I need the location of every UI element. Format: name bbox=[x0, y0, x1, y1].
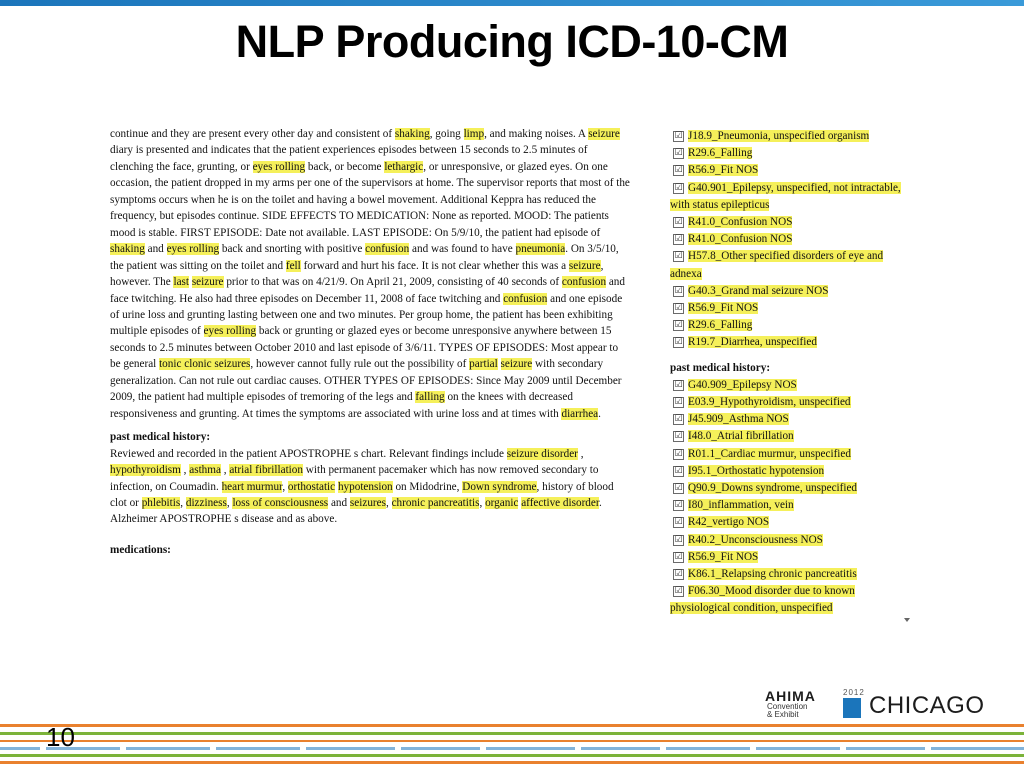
clinical-note-body bbox=[110, 126, 630, 422]
note-text: and face twitching. He also had three episodes on December 11, 2008 of face twitching and bbox=[110, 276, 625, 305]
code-item[interactable] bbox=[670, 514, 902, 531]
checkbox-icon[interactable]: ☑ bbox=[674, 337, 683, 348]
code-label: R41.0_Confusion NOS bbox=[688, 216, 793, 229]
checkbox-icon[interactable]: ☑ bbox=[674, 396, 683, 407]
note-text: with permanent pacemaker which has now removed secondary to infection, on Coumadin. bbox=[110, 464, 599, 493]
logo-sub1: Convention bbox=[767, 702, 808, 711]
logo-sub2: & Exhibit bbox=[767, 710, 799, 719]
note-text: , bbox=[385, 496, 392, 509]
code-label: R01.1_Cardiac murmur, unspecified bbox=[688, 447, 851, 460]
note-text: prior to that was on 4/21/9. On April 21, 2009, consisting of 40 seconds of bbox=[223, 276, 562, 289]
checkbox-icon[interactable]: ☑ bbox=[674, 465, 683, 476]
note-text: , bbox=[220, 464, 230, 477]
note-text: , history of blood clot or bbox=[110, 480, 614, 509]
icd-code-list-panel bbox=[670, 128, 902, 618]
note-text: , bbox=[180, 464, 190, 477]
code-item[interactable] bbox=[670, 162, 902, 179]
note-text: forward and hurt his face. It is not clear whether this was a bbox=[300, 259, 569, 272]
slide-title: NLP Producing ICD-10-CM bbox=[235, 16, 789, 67]
code-item[interactable] bbox=[670, 214, 902, 231]
highlighted-term: fell bbox=[285, 259, 301, 272]
checkbox-icon[interactable]: ☑ bbox=[674, 165, 683, 176]
note-text: back, or become bbox=[305, 160, 385, 173]
code-label: R29.6_Falling bbox=[688, 319, 753, 332]
highlighted-term: chronic pancreatitis bbox=[391, 496, 480, 509]
code-label: R56.9_Fit NOS bbox=[688, 164, 759, 177]
checkbox-icon[interactable]: ☑ bbox=[674, 285, 683, 296]
note-text: . Alzheimer APOSTROPHE s disease and as above. bbox=[110, 496, 602, 526]
highlighted-term: hypothyroidism bbox=[110, 464, 181, 477]
checkbox-icon[interactable]: ☑ bbox=[674, 216, 683, 227]
code-label: H57.8_Other specified disorders of eye and adnexa bbox=[670, 250, 884, 280]
code-item[interactable] bbox=[670, 283, 902, 300]
note-text: , however. The bbox=[110, 259, 604, 289]
note-text: and was found to have bbox=[409, 243, 516, 256]
checkbox-icon[interactable]: ☑ bbox=[674, 251, 683, 262]
chicago-star-icon bbox=[843, 698, 861, 718]
code-label: R19.7_Diarrhea, unspecified bbox=[688, 336, 817, 349]
note-text: , and making noises. A bbox=[484, 128, 589, 140]
highlighted-term: eyes rolling bbox=[166, 243, 220, 256]
logo-subtitle bbox=[767, 703, 807, 719]
code-label: G40.901_Epilepsy, unspecified, not intractable, with status epilepticus bbox=[670, 181, 901, 211]
code-list-pmh bbox=[670, 377, 902, 618]
checkbox-icon[interactable]: ☑ bbox=[674, 431, 683, 442]
highlighted-term: last bbox=[173, 276, 190, 289]
checkbox-icon[interactable]: ☑ bbox=[674, 500, 683, 511]
logo-city: CHICAGO bbox=[869, 692, 985, 719]
code-label: R42_vertigo NOS bbox=[688, 516, 770, 529]
checkbox-icon[interactable]: ☑ bbox=[674, 130, 683, 141]
note-text: and one episode of urine loss and grunting lasting between one and two minutes. Per group home, the patient has been exhibiting multiple episodes of bbox=[110, 292, 623, 338]
code-item[interactable] bbox=[670, 248, 902, 282]
code-label: R41.0_Confusion NOS bbox=[688, 233, 793, 246]
highlighted-term: asthma bbox=[189, 464, 221, 477]
note-text: back or grunting or glazed eyes or become unresponsive anywhere between 15 seconds to 2.5 minutes between October 2010 and last episode of 3/6/11. TYPES OF EPISODES: Most appear to be general bbox=[110, 325, 619, 371]
checkbox-icon[interactable]: ☑ bbox=[674, 534, 683, 545]
code-item[interactable] bbox=[670, 317, 902, 334]
note-text: , however cannot fully rule out the possibility of bbox=[250, 358, 470, 371]
code-label: G40.909_Epilepsy NOS bbox=[688, 378, 797, 391]
code-item[interactable] bbox=[670, 583, 902, 617]
clinical-note-panel bbox=[110, 126, 630, 558]
highlighted-term: confusion bbox=[503, 292, 548, 305]
medications-heading: medications: bbox=[110, 543, 171, 556]
checkbox-icon[interactable]: ☑ bbox=[674, 414, 683, 425]
note-text: , bbox=[282, 480, 288, 493]
highlighted-term: seizure bbox=[500, 358, 533, 371]
code-label: I80_inflammation, vein bbox=[688, 499, 794, 512]
logo-org: AHIMA bbox=[765, 688, 816, 704]
checkbox-icon[interactable]: ☑ bbox=[674, 379, 683, 390]
note-text: , or unresponsive, or glazed eyes. On one occasion, the patient dropped in my arms per one of the supervisors at home. The supervisor reports that most of the symptoms occurs when he is on the toilet and having a bowel movement. Additional Keppra has reduced the frequency, but episodes continue. SIDE EFFECTS TO MEDICATION: None as reported. MOOD: The patients mood is stable. FIRST EPISODE: Date not available. LAST EPISODE: On 5/9/10, the patient had episode of bbox=[110, 160, 630, 239]
code-label: J18.9_Pneumonia, unspecified organism bbox=[688, 130, 870, 142]
checkbox-icon[interactable]: ☑ bbox=[674, 482, 683, 493]
code-label: R29.6_Falling bbox=[688, 147, 753, 160]
highlighted-term: partial bbox=[469, 358, 498, 371]
code-item[interactable] bbox=[670, 446, 902, 463]
code-item[interactable] bbox=[670, 394, 902, 411]
highlighted-term: seizures bbox=[349, 496, 386, 509]
highlighted-term: eyes rolling bbox=[252, 160, 306, 173]
codes-pmh-heading: past medical history: bbox=[670, 361, 771, 374]
code-item[interactable] bbox=[670, 145, 902, 162]
note-text: continue and they are present every other day and consistent of bbox=[110, 128, 395, 140]
code-item[interactable] bbox=[670, 532, 902, 549]
note-text: . bbox=[598, 407, 601, 420]
note-text: , bbox=[577, 447, 584, 460]
code-label: K86.1_Relapsing chronic pancreatitis bbox=[688, 568, 857, 581]
code-label: G40.3_Grand mal seizure NOS bbox=[688, 284, 829, 297]
highlighted-term: tonic clonic seizures bbox=[159, 358, 251, 371]
note-text: on Midodrine, bbox=[392, 480, 463, 493]
note-text: , going bbox=[429, 128, 464, 140]
code-label: E03.9_Hypothyroidism, unspecified bbox=[688, 396, 851, 409]
highlighted-term: confusion bbox=[561, 276, 607, 289]
highlighted-term: confusion bbox=[365, 243, 410, 256]
note-text: back and snorting with positive bbox=[219, 243, 366, 256]
code-item[interactable] bbox=[670, 463, 902, 480]
highlighted-term: dizziness bbox=[185, 496, 227, 509]
checkbox-icon[interactable]: ☑ bbox=[674, 586, 683, 597]
note-text: Reviewed and recorded in the patient APOSTROPHE s chart. Relevant findings include bbox=[110, 447, 507, 460]
code-item[interactable] bbox=[670, 566, 902, 583]
note-text: on the knees with decreased responsiveness and grunting. At times the symptoms are associated with urine loss and at times with bbox=[110, 391, 573, 420]
checkbox-icon[interactable]: ☑ bbox=[674, 234, 683, 245]
code-item[interactable] bbox=[670, 334, 902, 351]
checkbox-icon[interactable]: ☑ bbox=[674, 320, 683, 331]
note-text: , bbox=[479, 496, 486, 509]
code-label: R56.9_Fit NOS bbox=[688, 550, 759, 563]
code-item[interactable] bbox=[670, 549, 902, 566]
top-accent-bar bbox=[0, 0, 1024, 6]
highlighted-term: loss of consciousness bbox=[232, 496, 329, 509]
checkbox-icon[interactable]: ☑ bbox=[674, 148, 683, 159]
highlighted-term: seizure bbox=[568, 259, 601, 272]
checkbox-icon[interactable]: ☑ bbox=[674, 448, 683, 459]
checkbox-icon[interactable]: ☑ bbox=[674, 551, 683, 562]
highlighted-term: diarrhea bbox=[561, 407, 599, 420]
highlighted-term: atrial fibrillation bbox=[229, 464, 303, 477]
code-list-history bbox=[670, 128, 902, 352]
checkbox-icon[interactable]: ☑ bbox=[674, 569, 683, 579]
highlighted-term: heart murmur bbox=[221, 480, 283, 493]
page-number: 10 bbox=[46, 722, 75, 752]
highlighted-term: seizure disorder bbox=[506, 447, 578, 460]
code-label: R56.9_Fit NOS bbox=[688, 302, 759, 315]
code-label: Q90.9_Downs syndrome, unspecified bbox=[688, 482, 858, 495]
checkbox-icon[interactable]: ☑ bbox=[674, 517, 683, 528]
pmh-heading: past medical history: bbox=[110, 431, 211, 444]
code-label: R40.2_Unconsciousness NOS bbox=[688, 533, 823, 546]
note-text: with secondary generalization. Can not rule out cardiac causes. OTHER TYPES OF EPISODES: Since May 2009 until December 2009, the patient had multiple episodes of tremoring of the legs and bbox=[110, 358, 622, 404]
logo-year: 2012 bbox=[843, 688, 865, 697]
code-item[interactable] bbox=[670, 411, 902, 428]
code-label: F06.30_Mood disorder due to known physiological condition, unspecified bbox=[670, 585, 855, 615]
code-item[interactable] bbox=[670, 128, 902, 145]
highlighted-term: organic bbox=[485, 496, 519, 509]
note-text: , bbox=[180, 496, 186, 509]
note-text: and bbox=[328, 496, 350, 509]
note-text: . On 3/5/10, the patient was sitting on the toilet and bbox=[110, 243, 619, 272]
highlighted-term: seizure bbox=[588, 128, 620, 140]
highlighted-term: affective disorder bbox=[521, 496, 599, 509]
highlighted-term: hypotension bbox=[337, 480, 393, 493]
code-label: J45.909_Asthma NOS bbox=[688, 413, 789, 426]
checkbox-icon[interactable]: ☑ bbox=[674, 182, 683, 193]
code-item[interactable] bbox=[670, 480, 902, 497]
highlighted-term: Down syndrome bbox=[462, 480, 537, 493]
highlighted-term: phlebitis bbox=[141, 496, 181, 509]
code-item[interactable] bbox=[670, 377, 902, 394]
highlighted-term: limp bbox=[463, 128, 485, 140]
note-text: and bbox=[144, 243, 167, 256]
highlighted-term: shaking bbox=[394, 128, 430, 140]
code-label: I95.1_Orthostatic hypotension bbox=[688, 464, 825, 477]
code-item[interactable] bbox=[670, 300, 902, 317]
checkbox-icon[interactable]: ☑ bbox=[674, 302, 683, 313]
scroll-down-icon[interactable] bbox=[904, 618, 910, 622]
note-text: diary is presented and indicates that the patient experiences episodes between 15 seconds to 2.5 minutes of clenching the face, grunting, or bbox=[110, 144, 588, 173]
highlighted-term: pneumonia bbox=[515, 243, 566, 256]
code-label: I48.0_Atrial fibrillation bbox=[688, 430, 794, 443]
highlighted-term: eyes rolling bbox=[203, 325, 257, 338]
code-item[interactable] bbox=[670, 180, 902, 214]
highlighted-term: lethargic bbox=[384, 160, 424, 173]
code-item[interactable] bbox=[670, 231, 902, 248]
conference-logo bbox=[765, 688, 1010, 720]
highlighted-term: shaking bbox=[110, 243, 145, 256]
highlighted-term: orthostatic bbox=[287, 480, 336, 493]
highlighted-term: falling bbox=[415, 391, 445, 404]
highlighted-term: seizure bbox=[191, 276, 224, 289]
footer-decoration bbox=[0, 720, 1024, 768]
pmh-body bbox=[110, 446, 630, 528]
note-text: , bbox=[226, 496, 233, 509]
code-item[interactable] bbox=[670, 428, 902, 445]
code-item[interactable] bbox=[670, 497, 902, 514]
